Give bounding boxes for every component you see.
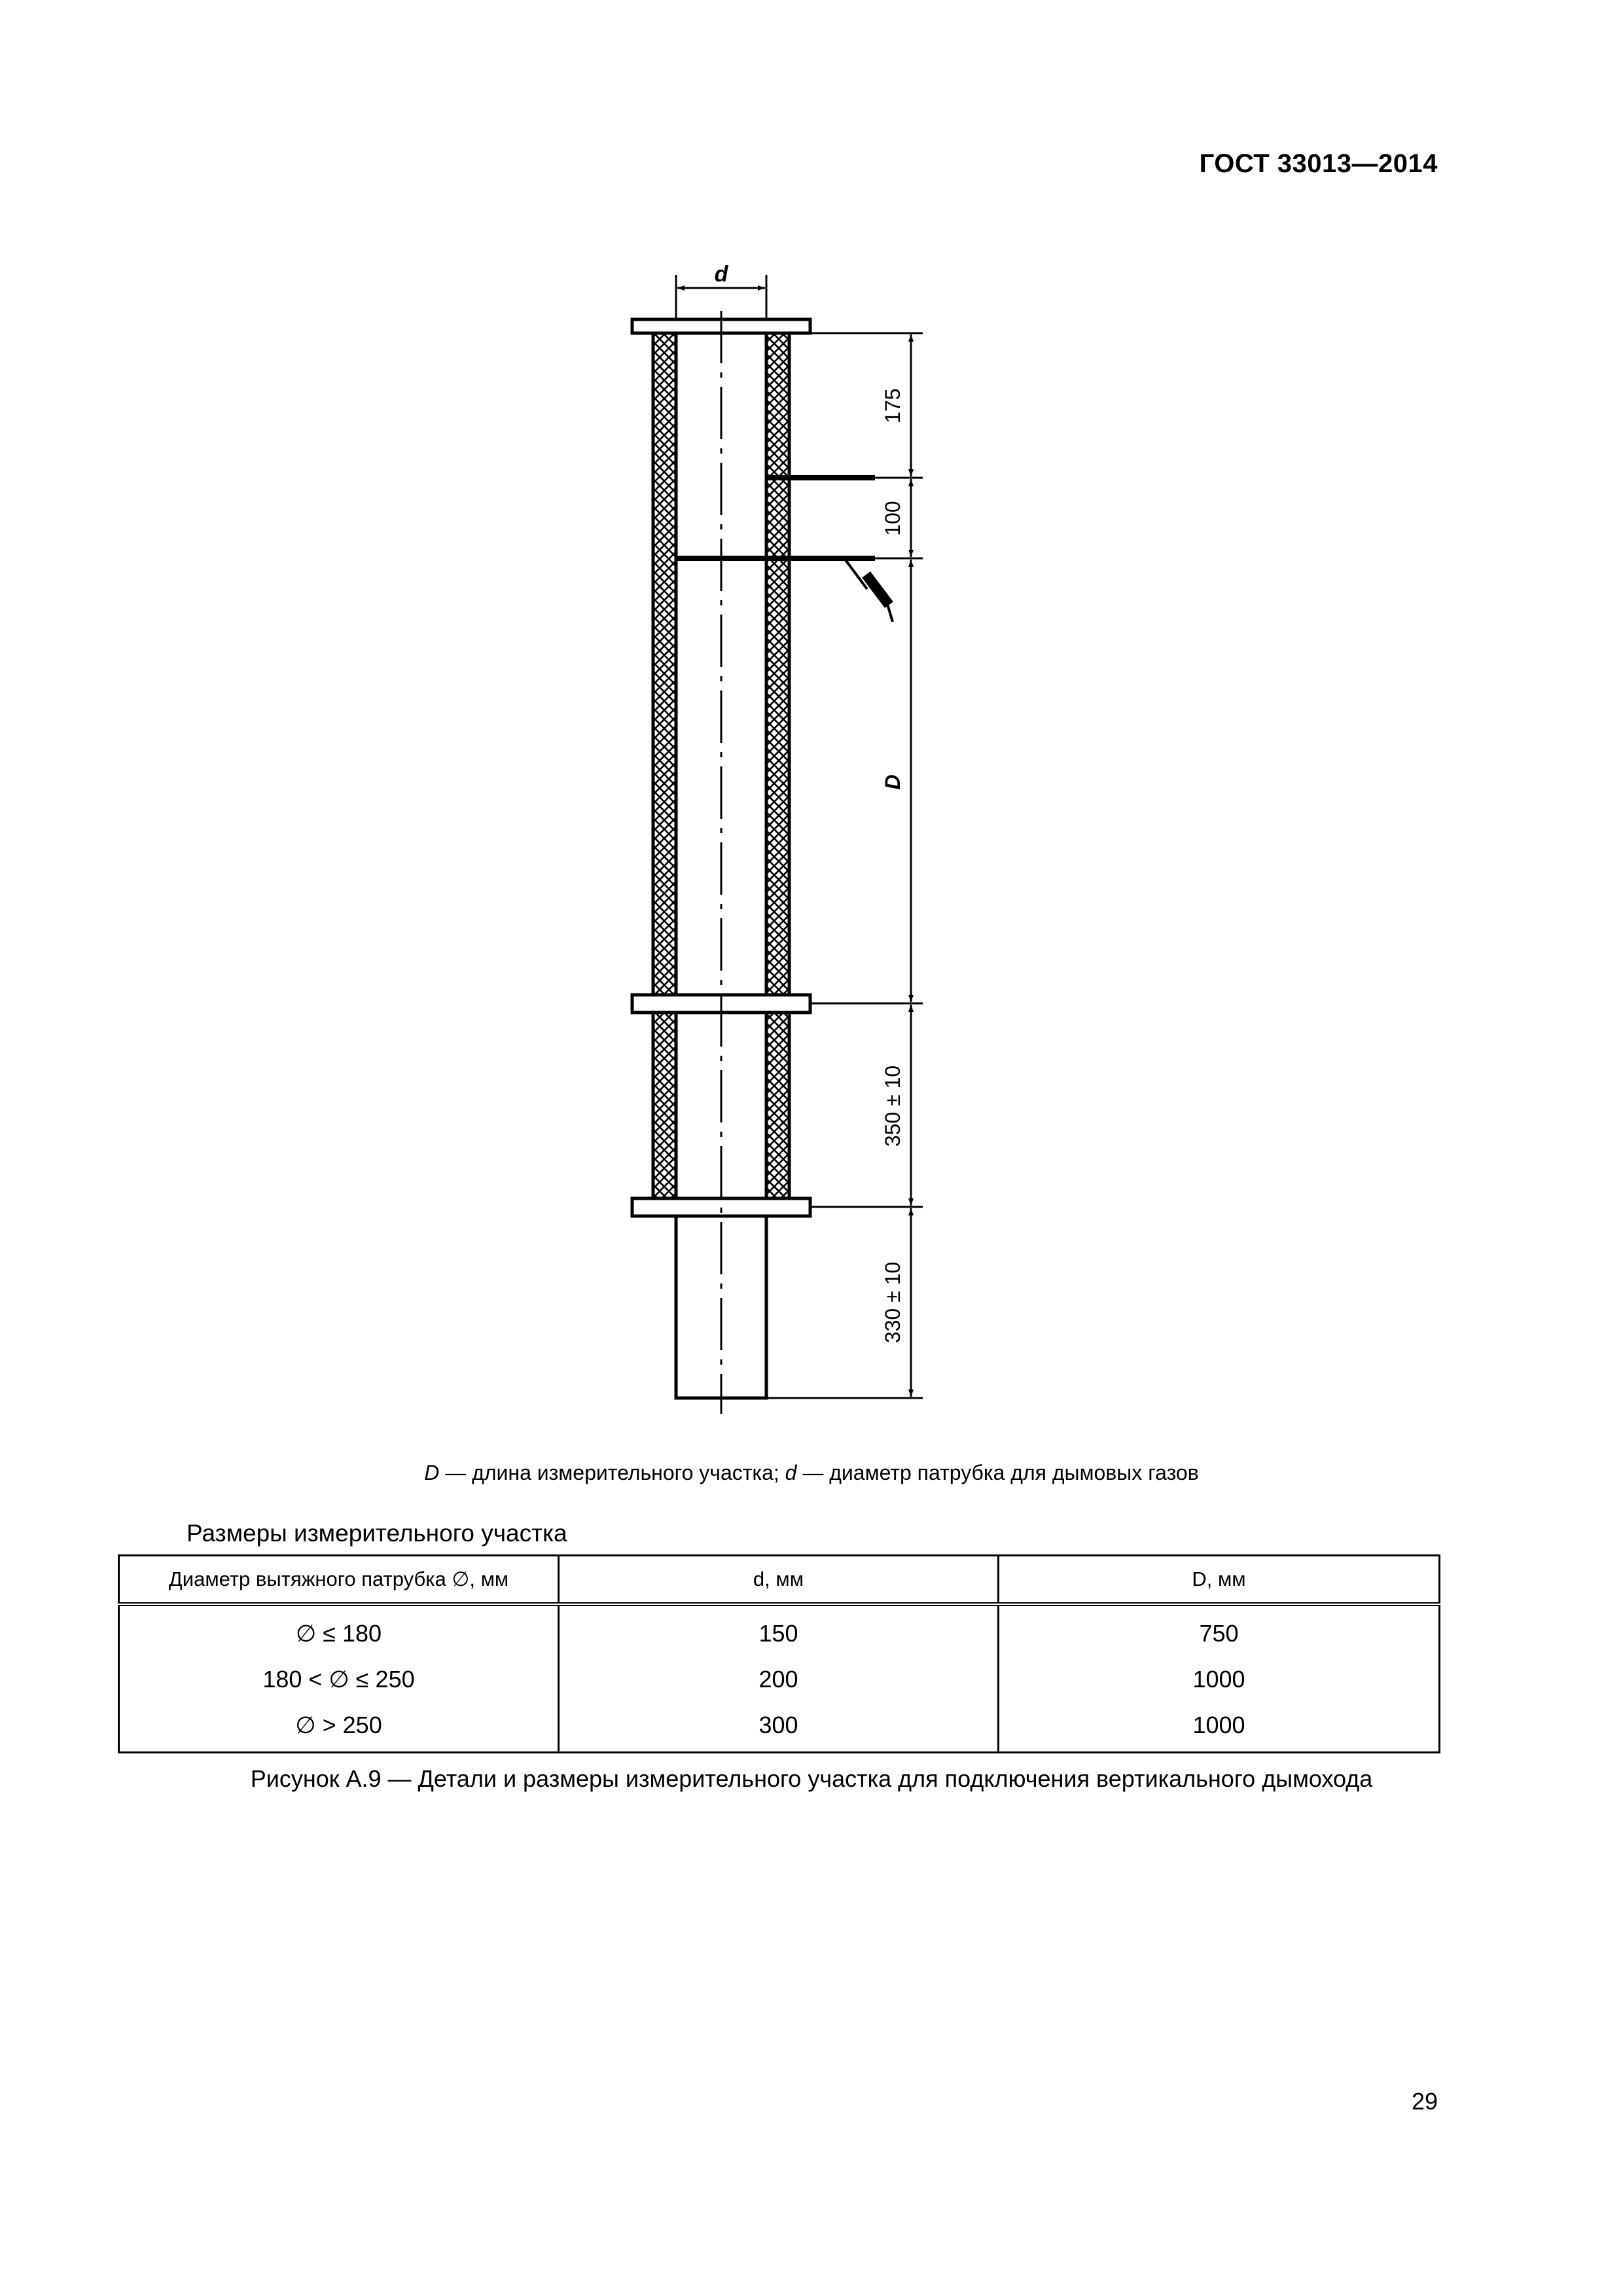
header-d: d, мм [558,1556,998,1605]
cell-diameter: 180 < ∅ ≤ 250 [119,1657,559,1702]
cell-D: 1000 [998,1702,1439,1753]
right-insulation-upper [766,333,789,995]
table-row [119,1657,1440,1702]
key-d-text: — диаметр патрубка для дымовых газов [796,1461,1199,1484]
thermocouple-wire [887,602,893,622]
table-row [119,1604,1440,1657]
table-title: Размеры измерительного участка [187,1520,567,1547]
table-row [119,1702,1440,1753]
figure-key [0,1461,1623,1485]
dim-350-label: 350 ± 10 [881,1065,904,1147]
dim-330-label: 330 ± 10 [881,1261,904,1344]
dim-175-label: 175 [881,388,904,423]
page-number: 29 [1411,2088,1438,2115]
cell-d: 150 [558,1604,998,1657]
key-D-text: — длина измерительного участка; [439,1461,785,1484]
figure-caption: Рисунок А.9 — Детали и размеры измерительного участка для подключения вертикального дымохода [250,1765,1373,1792]
probe-lead [844,558,867,589]
lower-flange [632,1198,810,1216]
cell-D: 1000 [998,1657,1439,1702]
key-D-symbol: D [424,1461,440,1484]
table-header-row [119,1556,1440,1605]
cell-d: 300 [558,1702,998,1753]
header-D: D, мм [998,1556,1439,1605]
dimensions-table [118,1554,1440,1753]
cell-diameter: ∅ ≤ 180 [119,1604,559,1657]
dim-d-label: d [714,262,728,287]
cell-D: 750 [998,1604,1439,1657]
cell-diameter: ∅ > 250 [119,1702,559,1753]
header-pipe-diameter: Диаметр вытяжного патрубка ∅, мм [119,1556,559,1605]
key-d-symbol: d [785,1461,797,1484]
cell-d: 200 [558,1657,998,1702]
left-insulation-upper [653,333,676,995]
right-insulation-lower [766,1013,789,1198]
dim-D-label: D [881,774,904,790]
thermocouple [862,571,893,608]
document-number: ГОСТ 33013—2014 [1199,149,1438,178]
left-insulation-lower [653,1013,676,1198]
dim-100-label: 100 [881,501,904,536]
